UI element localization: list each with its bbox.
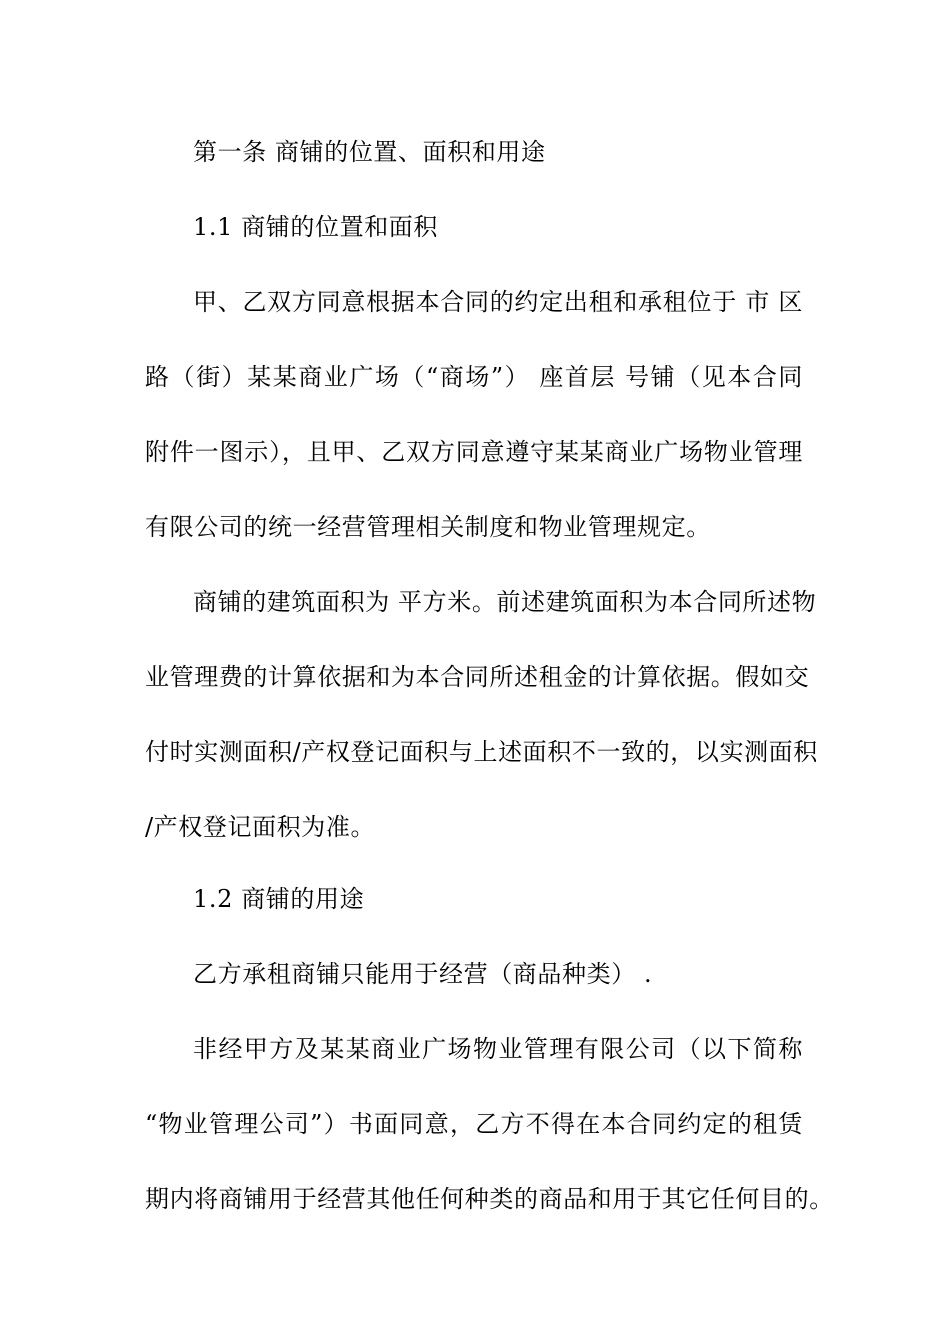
article-heading: 第一条 商铺的位置、面积和用途 <box>193 138 546 166</box>
paragraph-line: 有限公司的统一经营管理相关制度和物业管理规定。 <box>145 513 711 541</box>
section-heading-1-1: 1.1 商铺的位置和面积 <box>193 213 438 241</box>
paragraph-line: 付时实测面积/产权登记面积与上述面积不一致的，以实测面积 <box>145 738 818 766</box>
section-heading-1-2: 1.2 商铺的用途 <box>193 885 365 913</box>
paragraph-line: 甲、乙双方同意根据本合同的约定出租和承租位于 市 区 <box>193 288 803 316</box>
paragraph-line: 路（街）某某商业广场（“商场”） 座首层 号铺（见本合同 <box>145 363 803 391</box>
paragraph-line: 商铺的建筑面积为 平方米。前述建筑面积为本合同所述物 <box>193 588 817 616</box>
paragraph-line: 期内将商铺用于经营其他任何种类的商品和用于其它任何目的。 <box>145 1185 834 1213</box>
paragraph-line: 非经甲方及某某商业广场物业管理有限公司（以下简称 <box>193 1035 803 1063</box>
paragraph-line: “物业管理公司”）书面同意，乙方不得在本合同约定的租赁 <box>145 1110 803 1138</box>
paragraph-line: 乙方承租商铺只能用于经营（商品种类） . <box>193 960 653 988</box>
paragraph-line: /产权登记面积为准。 <box>145 813 376 841</box>
paragraph-line: 附件一图示），且甲、乙双方同意遵守某某商业广场物业管理 <box>145 438 803 466</box>
paragraph-line: 业管理费的计算依据和为本合同所述租金的计算依据。假如交 <box>145 663 810 691</box>
